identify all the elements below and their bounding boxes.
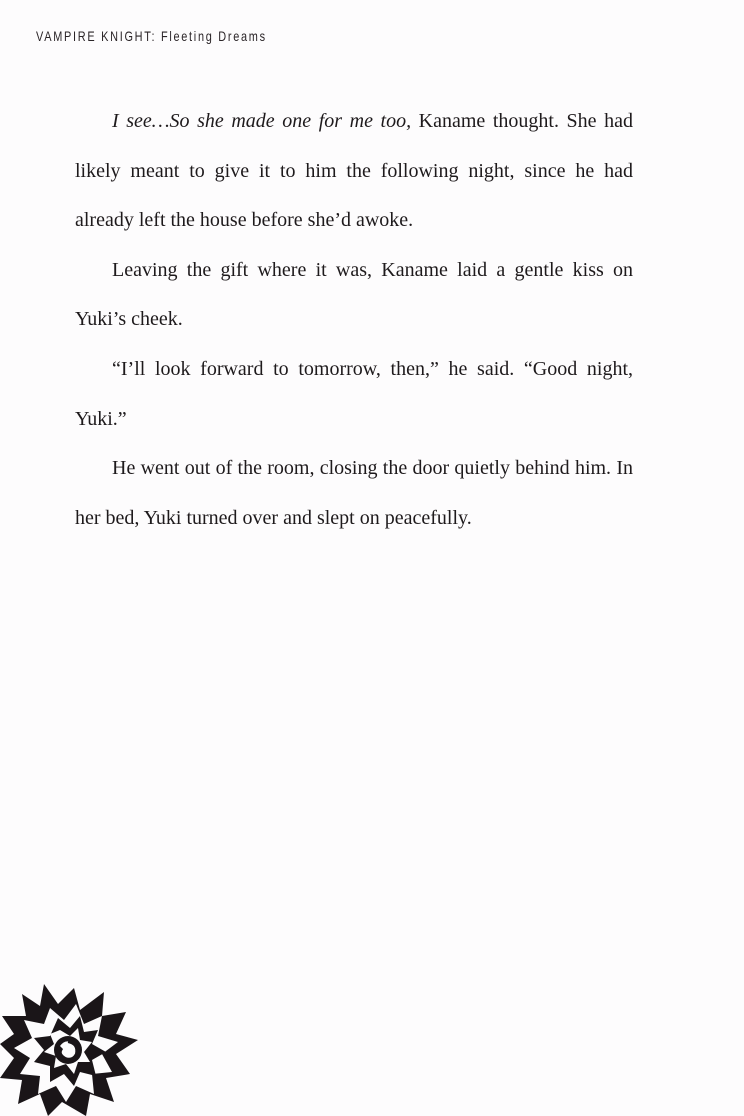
body-text bbox=[75, 97, 633, 543]
paragraph bbox=[75, 97, 633, 246]
paragraph-text: Kaname thought. She had likely meant to give it to him the following night, since he had already left the house before she’d awoke. bbox=[75, 110, 633, 232]
paragraph: He went out of the room, closing the door quietly behind him. In her bed, Yuki turned over and slept on peacefully. bbox=[75, 457, 633, 529]
rose-ornament-icon bbox=[0, 982, 140, 1116]
italic-thought: I see…So she made one for me too, bbox=[112, 110, 412, 132]
paragraph: Leaving the gift where it was, Kaname laid a gentle kiss on Yuki’s cheek. bbox=[75, 258, 633, 331]
running-head: VAMPIRE KNIGHT: Fleeting Dreams bbox=[36, 28, 267, 44]
paragraph: “I’ll look forward to tomorrow, then,” he said. “Good night, Yuki.” bbox=[75, 357, 633, 430]
